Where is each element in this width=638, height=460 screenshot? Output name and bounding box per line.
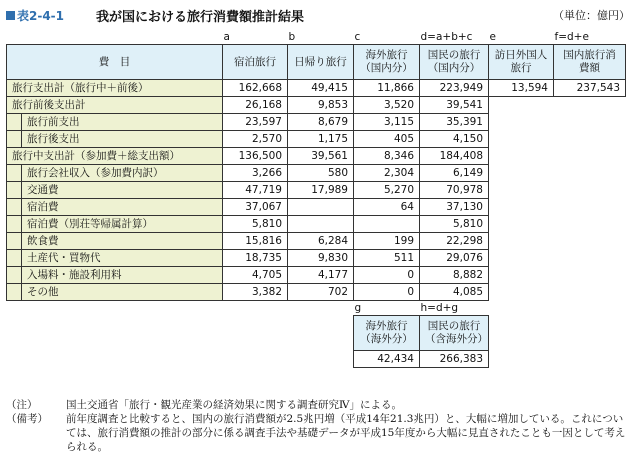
row-label-cell <box>7 131 223 148</box>
row-label-cell <box>7 233 223 250</box>
row-label-cell <box>7 199 223 216</box>
column-letter: b <box>288 31 296 43</box>
table-cell: 37,130 <box>420 199 489 216</box>
column-letter: g <box>354 302 362 314</box>
table-cell: 6,149 <box>420 165 489 182</box>
table-cell: 39,561 <box>288 148 354 165</box>
row-label: 宿泊費 <box>22 199 222 215</box>
row-label-cell <box>7 284 223 301</box>
table-cell: 3,520 <box>354 97 420 114</box>
table-cell: 5,270 <box>354 182 420 199</box>
header-row <box>7 45 626 80</box>
table-cell: 26,168 <box>223 97 288 114</box>
table-cell <box>288 216 354 233</box>
note-text: 前年度調査と比較すると、国内の旅行消費額が2.5兆円増（平成14年21.3兆円）と、大幅に増加している。これについては、旅行消費額の推計の部分に係る調査手法や基礎データが平成15年度から大幅に見直されたことも一因として考えられる。 <box>66 413 626 453</box>
column-header: 宿泊旅行 <box>223 45 288 80</box>
consumption-table <box>6 30 626 368</box>
table-cell: 580 <box>288 165 354 182</box>
column-header: 海外旅行 （国内分） <box>354 45 420 80</box>
table-cell: 9,853 <box>288 97 354 114</box>
table-cell: 237,543 <box>554 80 626 97</box>
table-cell: 702 <box>288 284 354 301</box>
table-cell: 136,500 <box>223 148 288 165</box>
column-header: 国民の旅行 （国内分） <box>420 45 489 80</box>
table-cell: 22,298 <box>420 233 489 250</box>
table-row <box>7 114 626 131</box>
column-letter: a <box>223 31 230 43</box>
table-row <box>7 216 626 233</box>
overseas-letter-row <box>7 301 626 316</box>
table-cell: 70,978 <box>420 182 489 199</box>
note-text: 国土交通省「旅行・観光産業の経済効果に関する調査研究Ⅳ」による。 <box>66 399 402 411</box>
row-label: 旅行支出計（旅行中＋前後） <box>7 80 223 97</box>
row-label: その他 <box>22 284 222 300</box>
header <box>6 6 630 26</box>
column-letter-row <box>7 30 626 45</box>
column-letter: e <box>489 31 496 43</box>
column-header: 国内旅行消 費額 <box>554 45 626 80</box>
overseas-value-row <box>7 351 626 368</box>
table-row <box>7 284 626 301</box>
row-label-cell <box>7 250 223 267</box>
table-cell: 4,177 <box>288 267 354 284</box>
table-cell: 266,383 <box>420 351 489 368</box>
table-cell: 405 <box>354 131 420 148</box>
table-cell: 184,408 <box>420 148 489 165</box>
table-cell: 15,816 <box>223 233 288 250</box>
table-cell: 11,866 <box>354 80 420 97</box>
row-label-cell <box>7 216 223 233</box>
table-cell: 8,679 <box>288 114 354 131</box>
table-cell: 2,570 <box>223 131 288 148</box>
row-label: 宿泊費（別荘等帰属計算） <box>22 216 222 232</box>
table-cell: 23,597 <box>223 114 288 131</box>
table-cell: 0 <box>354 284 420 301</box>
row-label: 旅行前支出 <box>22 114 222 130</box>
table-cell: 162,668 <box>223 80 288 97</box>
figure-marker-icon <box>6 11 15 20</box>
row-label: 旅行中支出計（参加費＋総支出額） <box>7 148 223 165</box>
table-cell: 0 <box>354 267 420 284</box>
figure-number-text: 表2-4-1 <box>17 9 65 23</box>
column-header: 日帰り旅行 <box>288 45 354 80</box>
column-letter: f=d+e <box>554 31 589 43</box>
table-cell: 3,266 <box>223 165 288 182</box>
table-cell: 2,304 <box>354 165 420 182</box>
column-letter: h=d+g <box>420 302 459 314</box>
table-row <box>7 97 626 114</box>
note-key: （備考） <box>6 413 48 425</box>
table-cell: 17,989 <box>288 182 354 199</box>
column-letter: c <box>354 31 361 43</box>
table-cell: 5,810 <box>223 216 288 233</box>
row-label: 旅行後支出 <box>22 131 222 147</box>
row-label: 入場料・施設利用料 <box>22 267 222 283</box>
table-cell: 4,705 <box>223 267 288 284</box>
table-row <box>7 267 626 284</box>
remark <box>6 412 632 454</box>
column-header: 海外旅行 （海外分） <box>354 316 420 351</box>
column-letter: d=a+b+c <box>420 31 473 43</box>
row-label-cell <box>7 165 223 182</box>
table-cell: 13,594 <box>489 80 554 97</box>
table-cell: 511 <box>354 250 420 267</box>
notes <box>6 398 632 454</box>
table-wrapper <box>6 30 626 368</box>
table-cell: 5,810 <box>420 216 489 233</box>
row-label: 土産代・買物代 <box>22 250 222 266</box>
unit-label: （単位：億円） <box>553 9 630 22</box>
table-title: 我が国における旅行消費額推計結果 <box>96 10 305 25</box>
table-cell: 37,067 <box>223 199 288 216</box>
item-header: 費 目 <box>7 45 223 80</box>
row-label-cell <box>7 182 223 199</box>
table-row <box>7 199 626 216</box>
table-cell: 64 <box>354 199 420 216</box>
table-cell: 199 <box>354 233 420 250</box>
table-cell: 4,085 <box>420 284 489 301</box>
table-row <box>7 131 626 148</box>
table-row <box>7 165 626 182</box>
table-cell: 39,541 <box>420 97 489 114</box>
table-cell <box>288 199 354 216</box>
table-cell: 47,719 <box>223 182 288 199</box>
table-cell: 3,115 <box>354 114 420 131</box>
column-header: 国民の旅行 （含海外分） <box>420 316 489 351</box>
note-key: （注） <box>6 399 38 411</box>
table-cell: 18,735 <box>223 250 288 267</box>
overseas-header-row <box>7 316 626 351</box>
table-cell: 8,882 <box>420 267 489 284</box>
row-label-cell <box>7 114 223 131</box>
table-cell: 29,076 <box>420 250 489 267</box>
table-row <box>7 250 626 267</box>
row-label: 旅行会社収入（参加費内訳） <box>22 165 222 181</box>
row-label-cell <box>7 267 223 284</box>
table-cell: 1,175 <box>288 131 354 148</box>
table-cell: 4,150 <box>420 131 489 148</box>
row-label: 飲食費 <box>22 233 222 249</box>
table-cell: 223,949 <box>420 80 489 97</box>
table-cell: 49,415 <box>288 80 354 97</box>
table-cell: 42,434 <box>354 351 420 368</box>
table-row <box>7 80 626 97</box>
table-cell: 8,346 <box>354 148 420 165</box>
table-cell <box>354 216 420 233</box>
figure-number <box>6 7 64 24</box>
row-label: 旅行前後支出計 <box>7 97 223 114</box>
table-cell: 6,284 <box>288 233 354 250</box>
table-cell: 35,391 <box>420 114 489 131</box>
column-header: 訪日外国人 旅行 <box>489 45 554 80</box>
note <box>6 398 632 412</box>
table-cell: 9,830 <box>288 250 354 267</box>
table-row <box>7 148 626 165</box>
table-row <box>7 233 626 250</box>
table-row <box>7 182 626 199</box>
table-cell: 3,382 <box>223 284 288 301</box>
row-label: 交通費 <box>22 182 222 198</box>
